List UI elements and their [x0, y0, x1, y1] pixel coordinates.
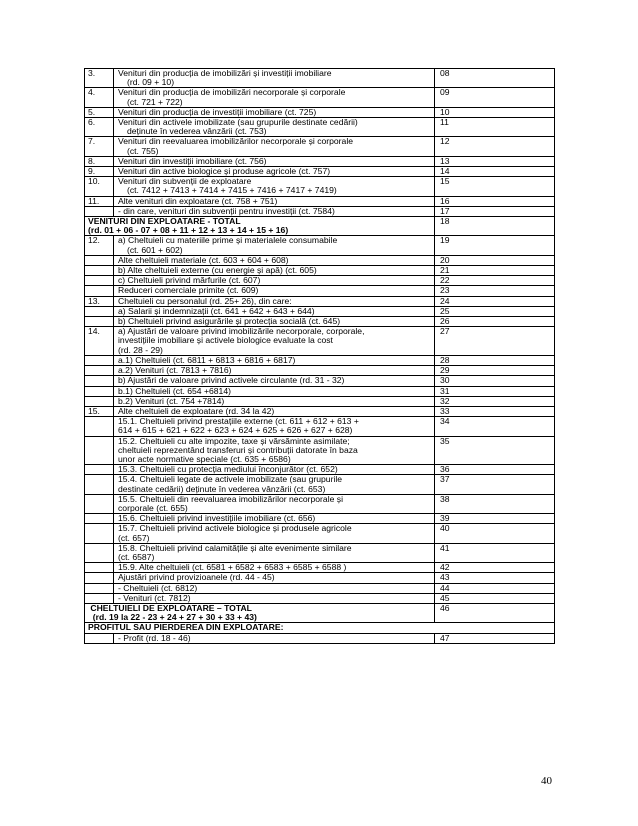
row-code-cell: 42	[435, 563, 555, 573]
row-label-cell	[114, 465, 435, 475]
table-row	[85, 494, 555, 513]
row-code-cell: 08	[435, 69, 555, 88]
row-label-cell	[114, 633, 435, 643]
row-label-cell	[114, 524, 435, 543]
row-label-cell	[114, 475, 435, 494]
row-code-cell: 36	[435, 465, 555, 475]
row-code-cell: 39	[435, 514, 555, 524]
row-number-cell: 9.	[85, 167, 114, 177]
row-code-cell: 46	[435, 603, 555, 622]
row-number-cell	[85, 465, 114, 475]
row-number-cell	[85, 317, 114, 327]
row-label-cell	[114, 69, 435, 88]
row-label-text: b) Ajustări de valoare privind activele circulante (rd. 31 - 32)	[118, 375, 345, 386]
row-label-text: b.2) Venituri (ct. 754 +7814)	[118, 395, 225, 406]
income-statement-table	[84, 68, 555, 644]
row-number-cell: 11.	[85, 196, 114, 206]
row-code-cell: 12	[435, 137, 555, 156]
row-number-cell	[85, 475, 114, 494]
row-label-cell	[114, 255, 435, 265]
row-label-cell	[114, 196, 435, 206]
table-row	[85, 465, 555, 475]
row-label-text: Reduceri comerciale primite (ct. 609)	[118, 285, 259, 296]
row-label-text: (rd. 28 - 29)	[118, 344, 163, 355]
row-code-cell: 27	[435, 327, 555, 356]
row-label-text: Ajustări privind provizioanele (rd. 44 - 45)	[118, 572, 275, 583]
row-label-cell	[114, 563, 435, 573]
table-row	[85, 167, 555, 177]
row-label-text: Venituri din investiții imobiliare (ct. 756)	[118, 155, 267, 166]
row-label-text: 15.3. Cheltuieli cu protecția mediului înconjurător (ct. 652)	[118, 464, 338, 475]
table-row	[85, 396, 555, 406]
row-label-cell	[114, 417, 435, 436]
row-code-cell: 21	[435, 266, 555, 276]
row-code-cell: 20	[435, 255, 555, 265]
row-label-text: (ct. 601 + 602)	[127, 244, 183, 255]
row-number-cell: 13.	[85, 296, 114, 306]
row-code-cell: 15	[435, 177, 555, 196]
row-label-cell	[114, 355, 435, 365]
row-label-text: 15.8. Cheltuieli privind calamitățile și alte evenimente similare	[118, 542, 352, 553]
row-label-text: Cheltuieli cu personalul (rd. 25+ 26), din care:	[118, 295, 292, 306]
table-body	[85, 69, 555, 644]
row-code-cell: 31	[435, 386, 555, 396]
table-row	[85, 296, 555, 306]
row-number-cell	[85, 386, 114, 396]
table-row	[85, 475, 555, 494]
row-code-cell: 30	[435, 376, 555, 386]
row-label-text: 15.4. Cheltuieli legate de activele imobilizate (sau grupurile	[118, 474, 343, 485]
row-code-cell: 13	[435, 156, 555, 166]
row-code-cell: 44	[435, 583, 555, 593]
row-number-cell: 3.	[85, 69, 114, 88]
row-label-cell	[114, 107, 435, 117]
row-label-text: b) Cheltuieli privind asigurările și protecția socială (ct. 645)	[118, 316, 341, 327]
row-label-text: a) Ajustări de valoare privind imobilizările necorporale, corporale,	[118, 326, 365, 337]
table-row	[85, 276, 555, 286]
row-code-cell: 22	[435, 276, 555, 286]
table-row	[85, 88, 555, 107]
row-code-cell: 10	[435, 107, 555, 117]
row-label-text: (ct. 7412 + 7413 + 7414 + 7415 + 7416 + 7417 + 7419)	[127, 185, 337, 196]
row-label-text: (ct. 755)	[127, 145, 159, 156]
row-code-cell: 19	[435, 236, 555, 255]
row-code-cell: 34	[435, 417, 555, 436]
row-label-cell	[114, 376, 435, 386]
row-code-cell: 47	[435, 633, 555, 643]
row-number-cell: 6.	[85, 118, 114, 137]
table-row	[85, 255, 555, 265]
row-number-cell	[85, 573, 114, 583]
row-number-cell	[85, 494, 114, 513]
row-number-cell: 12.	[85, 236, 114, 255]
table-row	[85, 543, 555, 562]
table-row	[85, 306, 555, 316]
row-label-text: 15.5. Cheltuieli din reevaluarea imobilizărilor necorporale și	[118, 493, 343, 504]
row-label-text: Venituri din subvenții de exploatare	[118, 176, 252, 187]
row-label-cell	[114, 236, 435, 255]
row-label-text: destinate cedării) deținute în vederea vânzării (ct. 653)	[118, 483, 326, 494]
row-label-text: a) Cheltuieli cu materiile prime și materialele consumabile	[118, 235, 338, 246]
table-row	[85, 206, 555, 216]
total-label-text: VENITURI DIN EXPLOATARE - TOTAL	[88, 216, 241, 227]
row-label-cell	[114, 276, 435, 286]
row-label-text: deținute în vederea vânzării (ct. 753)	[127, 126, 267, 137]
financial-statement-table-wrapper	[84, 68, 554, 644]
table-row	[85, 386, 555, 396]
row-number-cell	[85, 306, 114, 316]
row-label-text: Venituri din reevaluarea imobilizărilor necorporale și corporale	[118, 136, 354, 147]
table-row	[85, 573, 555, 583]
row-label-cell	[114, 543, 435, 562]
table-row	[85, 623, 555, 633]
table-row	[85, 563, 555, 573]
row-number-cell	[85, 524, 114, 543]
table-row	[85, 603, 555, 622]
row-code-cell: 16	[435, 196, 555, 206]
table-row	[85, 593, 555, 603]
row-code-cell: 18	[435, 217, 555, 236]
row-label-text: unor acte normative speciale (ct. 635 + 6586)	[118, 453, 291, 464]
row-code-cell: 24	[435, 296, 555, 306]
row-label-text: Venituri din producția de imobilizări necorporale și corporale	[118, 87, 346, 98]
table-row	[85, 118, 555, 137]
row-number-cell	[85, 376, 114, 386]
row-code-cell: 14	[435, 167, 555, 177]
total-label-text: (rd. 01 + 06 - 07 + 08 + 11 + 12 + 13 + 14 + 15 + 16)	[88, 225, 289, 236]
row-number-cell	[85, 593, 114, 603]
total-label-cell	[85, 603, 435, 622]
row-label-text: 15.2. Cheltuieli cu alte impozite, taxe și vărsăminte asimilate;	[118, 435, 350, 446]
row-number-cell	[85, 366, 114, 376]
row-label-cell	[114, 396, 435, 406]
table-row	[85, 514, 555, 524]
row-label-cell	[114, 494, 435, 513]
row-label-cell	[114, 386, 435, 396]
row-label-cell	[114, 286, 435, 296]
row-label-cell	[114, 327, 435, 356]
row-label-text: Alte venituri din exploatare (ct. 758 + 751)	[118, 195, 278, 206]
total-label-text: CHELTUIELI DE EXPLOATARE – TOTAL	[88, 602, 252, 613]
table-row	[85, 266, 555, 276]
row-code-cell: 23	[435, 286, 555, 296]
row-label-text: (ct. 657)	[118, 532, 150, 543]
row-label-text: 15.9. Alte cheltuieli (ct. 6581 + 6582 + 6583 + 6585 + 6588 )	[118, 562, 347, 573]
row-code-cell: 41	[435, 543, 555, 562]
row-label-text: - din care, venituri din subvenții pentru investiții (ct. 7584)	[118, 205, 335, 216]
table-row	[85, 436, 555, 465]
row-label-cell	[114, 118, 435, 137]
row-number-cell: 14.	[85, 327, 114, 356]
row-number-cell	[85, 514, 114, 524]
row-label-cell	[114, 573, 435, 583]
row-number-cell	[85, 266, 114, 276]
row-number-cell	[85, 417, 114, 436]
row-number-cell: 15.	[85, 406, 114, 416]
row-label-cell	[114, 366, 435, 376]
row-label-text: 15.6. Cheltuieli privind investițiile imobiliare (ct. 656)	[118, 513, 316, 524]
row-number-cell	[85, 633, 114, 643]
row-label-text: Venituri din producția de investiții imobiliare (ct. 725)	[118, 106, 317, 117]
table-row	[85, 376, 555, 386]
table-row	[85, 217, 555, 236]
row-label-text: b) Alte cheltuieli externe (cu energie și apă) (ct. 605)	[118, 265, 317, 276]
row-label-text: Venituri din producția de imobilizări și investiții imobiliare	[118, 68, 332, 78]
row-label-text: (rd. 09 + 10)	[127, 77, 175, 88]
section-heading-text: PROFITUL SAU PIERDEREA DIN EXPLOATARE:	[88, 622, 284, 633]
row-label-text: (ct. 6587)	[118, 551, 155, 562]
table-row	[85, 156, 555, 166]
row-number-cell: 5.	[85, 107, 114, 117]
table-row	[85, 236, 555, 255]
row-label-text: a) Salarii și indemnizații (ct. 641 + 642 + 643 + 644)	[118, 305, 315, 316]
row-label-text: Venituri din active biologice și produse agricole (ct. 757)	[118, 166, 331, 177]
table-row	[85, 137, 555, 156]
table-row	[85, 177, 555, 196]
table-row	[85, 355, 555, 365]
row-number-cell: 10.	[85, 177, 114, 196]
row-label-cell	[114, 206, 435, 216]
page-number: 40	[541, 775, 552, 787]
row-number-cell: 8.	[85, 156, 114, 166]
row-label-text: investițiile imobiliare și activele biologice evaluate la cost	[118, 335, 333, 346]
table-row	[85, 69, 555, 88]
row-label-text: 15.1. Cheltuieli privind prestațiile externe (ct. 611 + 612 + 613 +	[118, 416, 359, 427]
row-label-text: - Profit (rd. 18 - 46)	[118, 632, 191, 643]
table-row	[85, 583, 555, 593]
row-code-cell: 29	[435, 366, 555, 376]
table-row	[85, 417, 555, 436]
table-row	[85, 327, 555, 356]
row-label-cell	[114, 266, 435, 276]
table-row	[85, 196, 555, 206]
row-label-text: corporale (ct. 655)	[118, 502, 188, 513]
row-label-cell	[114, 406, 435, 416]
row-label-text: cheltuieli reprezentând transferuri și contribuții datorate în baza	[118, 444, 358, 455]
row-label-text: c) Cheltuieli privind mărfurile (ct. 607)	[118, 275, 261, 286]
table-row	[85, 286, 555, 296]
total-label-cell	[85, 217, 435, 236]
row-code-cell: 40	[435, 524, 555, 543]
row-label-cell	[114, 296, 435, 306]
row-number-cell: 4.	[85, 88, 114, 107]
row-label-cell	[114, 593, 435, 603]
total-label-text: (rd. 19 la 22 - 23 + 24 + 27 + 30 + 33 + 43)	[88, 612, 257, 623]
row-code-cell: 11	[435, 118, 555, 137]
row-label-text: a.1) Cheltuieli (ct. 6811 + 6813 + 6816 + 6817)	[118, 354, 296, 365]
row-number-cell: 7.	[85, 137, 114, 156]
table-row	[85, 317, 555, 327]
row-code-cell: 09	[435, 88, 555, 107]
row-code-cell: 37	[435, 475, 555, 494]
row-number-cell	[85, 286, 114, 296]
row-label-cell	[114, 583, 435, 593]
row-label-text: 15.7. Cheltuieli privind activele biologice și produsele agricole	[118, 523, 352, 534]
row-number-cell	[85, 563, 114, 573]
row-label-text: Venituri din activele imobilizate (sau grupurile destinate cedării)	[118, 117, 358, 128]
row-label-cell	[114, 137, 435, 156]
table-row	[85, 633, 555, 643]
row-label-text: 614 + 615 + 621 + 622 + 623 + 624 + 625 + 626 + 627 + 628)	[118, 425, 353, 436]
table-row	[85, 366, 555, 376]
row-code-cell: 33	[435, 406, 555, 416]
row-label-cell	[114, 167, 435, 177]
row-code-cell: 25	[435, 306, 555, 316]
table-row	[85, 406, 555, 416]
row-number-cell	[85, 436, 114, 465]
row-label-text: a.2) Venituri (ct. 7813 + 7816)	[118, 365, 232, 376]
row-label-cell	[114, 156, 435, 166]
row-number-cell	[85, 255, 114, 265]
row-code-cell: 38	[435, 494, 555, 513]
row-label-cell	[114, 306, 435, 316]
row-code-cell: 17	[435, 206, 555, 216]
row-number-cell	[85, 396, 114, 406]
table-row	[85, 107, 555, 117]
row-label-text: (ct. 721 + 722)	[127, 96, 183, 107]
row-number-cell	[85, 355, 114, 365]
row-label-text: b.1) Cheltuieli (ct. 654 +6814)	[118, 385, 231, 396]
row-label-cell	[114, 514, 435, 524]
row-label-text: Alte cheltuieli de exploatare (rd. 34 la 42)	[118, 405, 275, 416]
row-number-cell	[85, 206, 114, 216]
row-label-cell	[114, 88, 435, 107]
row-code-cell: 28	[435, 355, 555, 365]
row-number-cell	[85, 543, 114, 562]
row-number-cell	[85, 583, 114, 593]
row-label-text: - Cheltuieli (ct. 6812)	[118, 582, 198, 593]
table-row	[85, 524, 555, 543]
section-heading-cell	[85, 623, 555, 633]
row-number-cell	[85, 276, 114, 286]
row-code-cell: 45	[435, 593, 555, 603]
row-code-cell: 35	[435, 436, 555, 465]
row-label-text: Alte cheltuieli materiale (ct. 603 + 604 + 608)	[118, 254, 289, 265]
row-label-cell	[114, 317, 435, 327]
row-code-cell: 26	[435, 317, 555, 327]
row-label-text: - Venituri (ct. 7812)	[118, 592, 191, 603]
row-code-cell: 32	[435, 396, 555, 406]
row-label-cell	[114, 436, 435, 465]
row-code-cell: 43	[435, 573, 555, 583]
row-label-cell	[114, 177, 435, 196]
